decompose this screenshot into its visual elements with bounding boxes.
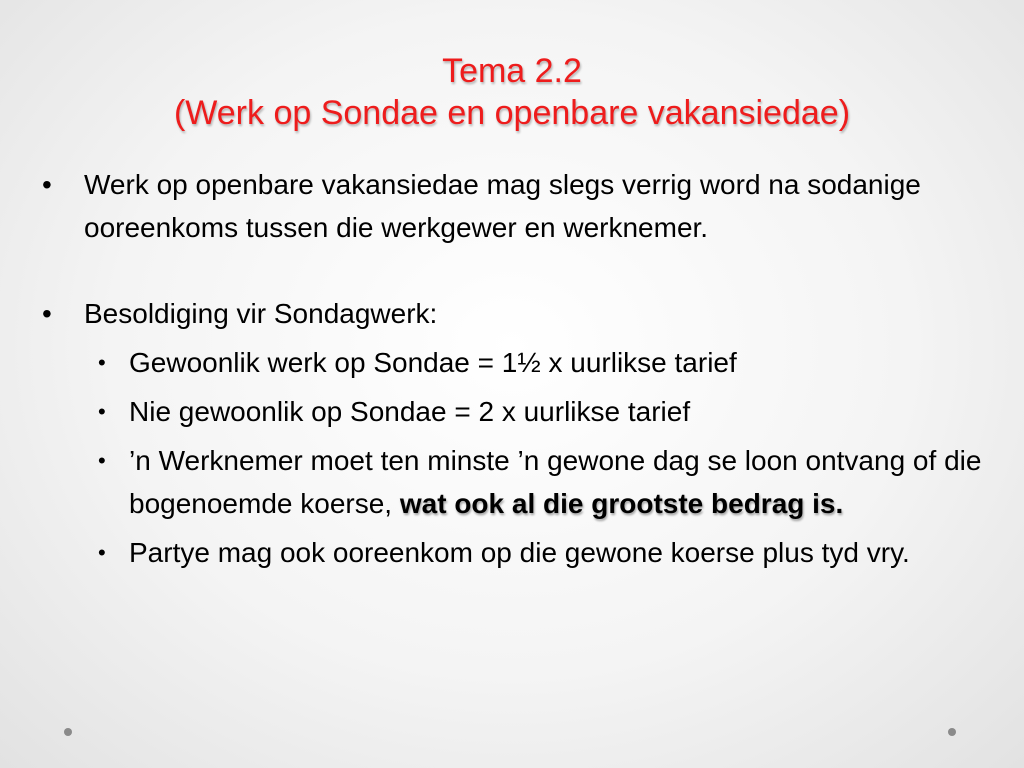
sub-bullet-text: Gewoonlik werk op Sondae = 1½ x uurlikse tarief: [129, 347, 737, 378]
slide-title: [0, 50, 1024, 134]
sub-bullet-text: Nie gewoonlik op Sondae = 2 x uurlikse tarief: [129, 396, 691, 427]
slide-title-line-1: Tema 2.2: [442, 52, 582, 90]
bullet-item-1: [42, 163, 982, 249]
sub-bullet-item-2: [42, 390, 982, 433]
slide-title-line-2: (Werk op Sondae en openbare vakansiedae): [173, 94, 851, 132]
sub-bullet-dot: •: [98, 399, 106, 424]
sub-bullet-dot: •: [98, 540, 106, 565]
slide-body: [42, 163, 982, 574]
bullet-text: Werk op openbare vakansiedae mag slegs verrig word na sodanige ooreenkoms tussen die werkgewer en werknemer.: [84, 169, 921, 243]
sub-bullet-dot: •: [98, 350, 106, 375]
decorative-dot-left: [64, 728, 72, 736]
sub-bullet-dot: •: [98, 448, 106, 473]
bullet-text: Besoldiging vir Sondagwerk:: [84, 298, 438, 329]
sub-bullet-item-1: [42, 341, 982, 384]
sub-bullet-item-4: [42, 531, 982, 574]
bullet-dot: •: [42, 169, 52, 200]
sub-bullet-text: Partye mag ook ooreenkom op die gewone koerse plus tyd vry.: [129, 537, 910, 568]
decorative-dot-right: [948, 728, 956, 736]
sub-bullet-item-3: [42, 439, 982, 525]
bullet-dot: •: [42, 298, 52, 329]
bullet-item-2: [42, 292, 982, 335]
sub-bullet-bold-text: wat ook al die grootste bedrag is.: [399, 488, 844, 519]
sub-bullet-text: ’n Werknemer moet ten minste ’n gewone dag se loon ontvang of die bogenoemde koerse,: [129, 445, 982, 519]
